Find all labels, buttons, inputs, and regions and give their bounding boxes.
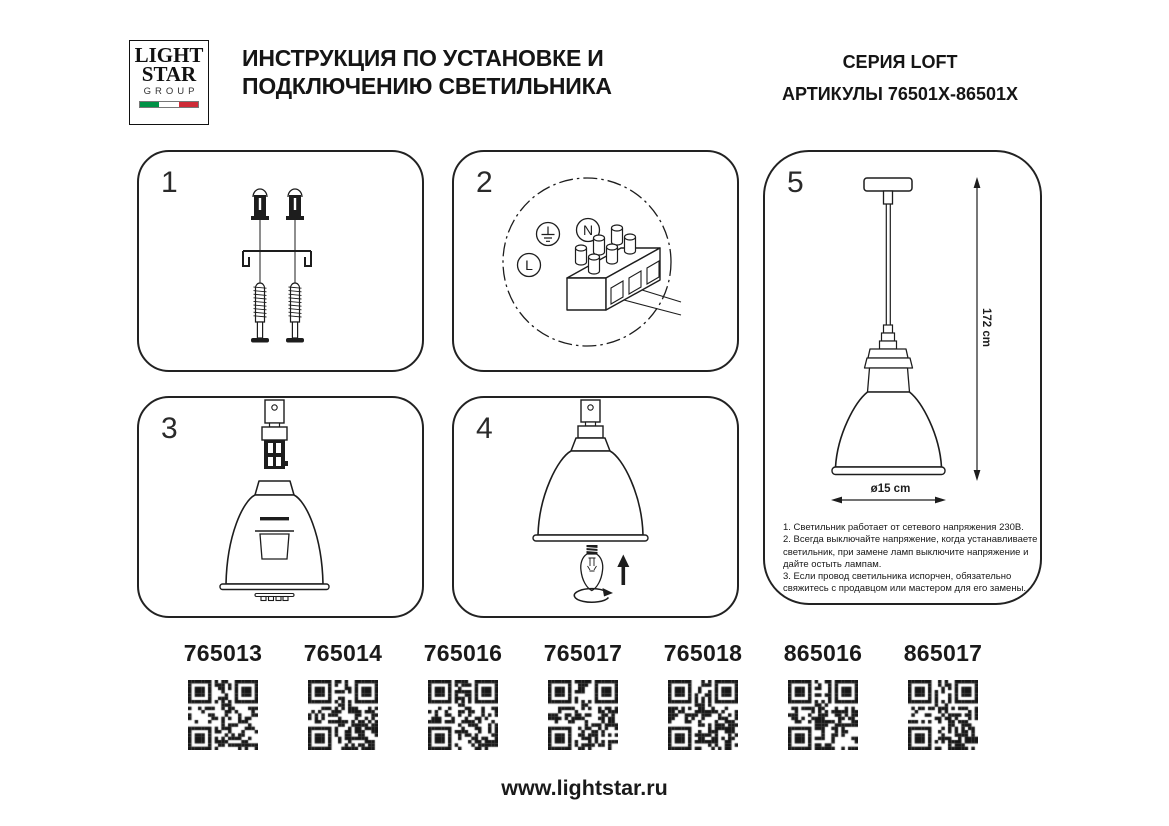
product-column [403, 640, 523, 750]
product-qr-code [668, 680, 738, 750]
product-code: 765014 [303, 640, 383, 666]
product-code: 765018 [663, 640, 743, 666]
step-number: 2 [476, 166, 493, 199]
live-label: L [525, 257, 533, 273]
step-4-panel [452, 396, 739, 618]
product-qr-code [548, 680, 618, 750]
terminal-block-diagram [454, 152, 737, 370]
up-arrow-icon [617, 555, 629, 586]
product-column [883, 640, 1003, 750]
product-column [763, 640, 883, 750]
height-dimension-label: 172 cm [980, 308, 992, 348]
product-column [523, 640, 643, 750]
product-column [643, 640, 763, 750]
anchors-and-screws-diagram [139, 152, 422, 370]
product-qr-code [428, 680, 498, 750]
product-qr-code [788, 680, 858, 750]
brand-logo [129, 40, 209, 125]
product-qr-code [308, 680, 378, 750]
neutral-label: N [582, 222, 594, 238]
step-3-panel [137, 396, 424, 618]
note-line: 2. Всегда выключайте напряжение, когда устанавливаете светильник, при замене ламп выключите напряжение и дайте остыть лампам. [783, 534, 1038, 570]
note-line: 3. Если провод светильника испорчен, обязательно свяжитесь с продавцом или мастером для его замены. [783, 571, 1027, 595]
italian-flag-icon [139, 101, 199, 108]
series-label: СЕРИЯ LOFT [842, 52, 958, 72]
product-column [163, 640, 283, 750]
product-list [163, 640, 1003, 750]
step-1-panel [137, 150, 424, 372]
diameter-dimension-arrow [831, 497, 946, 504]
bulb-drawing [581, 545, 603, 591]
title-line-1: ИНСТРУКЦИЯ ПО УСТАНОВКЕ И [242, 45, 604, 71]
step-2-panel [452, 150, 739, 372]
title-line-2: ПОДКЛЮЧЕНИЮ СВЕТИЛЬНИКА [242, 73, 612, 99]
safety-notes [783, 522, 1039, 596]
step-number: 3 [161, 412, 178, 445]
step-number: 5 [787, 166, 804, 199]
logo-star-text: STAR [141, 62, 197, 86]
product-qr-code [908, 680, 978, 750]
shade-assembly-diagram [139, 398, 422, 616]
bulb-installation-diagram [454, 398, 737, 616]
logo-light-text: LIGHT [134, 43, 204, 67]
product-code: 765016 [423, 640, 503, 666]
logo-group-text: GROUP [143, 86, 199, 97]
step-number: 4 [476, 412, 493, 445]
articles-label: АРТИКУЛЫ 76501X-86501X [781, 84, 1018, 104]
earth-icon [537, 223, 560, 246]
product-qr-code [188, 680, 258, 750]
website-footer: www.lightstar.ru [501, 776, 668, 800]
product-code: 765013 [183, 640, 263, 666]
diameter-dimension-label: ø15 cm [870, 483, 911, 495]
product-column [283, 640, 403, 750]
page-title [242, 44, 612, 100]
product-code: 865016 [783, 640, 863, 666]
product-code: 865017 [903, 640, 983, 666]
note-line: 1. Светильник работает от сетевого напряжения 230В. [783, 522, 1024, 533]
step-number: 1 [161, 166, 178, 199]
product-code: 765017 [543, 640, 623, 666]
step-5-panel [763, 150, 1042, 605]
